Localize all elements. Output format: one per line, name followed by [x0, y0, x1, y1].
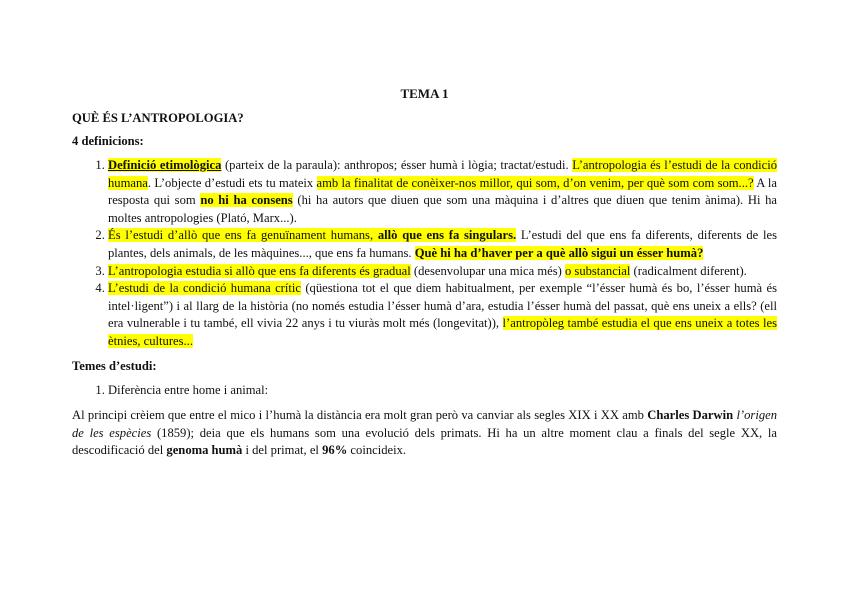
highlight-span: L’antropologia és l’estudi de la condició humana	[108, 158, 777, 190]
highlight-span: amb la finalitat de conèixer-nos millor, qui som, d’on venim, per què som com som...?	[316, 175, 754, 190]
highlight-span: l’antropòleg també estudia el que ens uneix a totes les ètnies, cultures...	[108, 316, 778, 348]
highlight-span: L’estudi de la condició humana crític	[108, 281, 301, 296]
document-subtitle: QUÈ ÉS L’ANTROPOLOGIA?	[72, 111, 244, 125]
topics-heading: Temes d’estudi:	[72, 358, 157, 373]
highlight-span: o substancial	[564, 263, 631, 278]
bold-span: 96%	[322, 443, 348, 458]
definition-item-2	[108, 227, 777, 262]
text-span: (hi ha autors que diuen que som una màquina i d’altres que diuen que tenim ànima). Hi ha moltes antropologies (Plató, Marx...).	[108, 193, 777, 225]
highlight-bold-span: Què hi ha d’haver per a què allò sigui un ésser humà?	[414, 245, 704, 260]
text-span: i del primat, el	[242, 443, 323, 458]
definitions-list	[72, 157, 777, 351]
text-span: Al principi crèiem que entre el mico i l’humà la distància era molt gran però va canviar als segles XIX i XX amb	[72, 408, 648, 423]
topics-list	[72, 382, 777, 400]
highlight-bold-span: allò que ens fa singulars.	[377, 228, 517, 243]
highlight-etymological: Definició etimològica	[108, 158, 222, 172]
text-span: Diferència entre home i animal:	[108, 382, 269, 397]
text-span: A la resposta qui som	[108, 175, 777, 208]
definition-item-4	[108, 280, 777, 350]
text-span: (parteix de la paraula): anthropos; ésser humà i lògia; tractat/estudi.	[221, 158, 573, 172]
text-span: (radicalment diferent).	[630, 263, 747, 278]
bold-span: Charles Darwin	[647, 408, 734, 423]
highlight-span: És l’estudi d’allò que ens fa genuïnament humans,	[108, 228, 378, 243]
definition-item-1	[108, 157, 777, 227]
definition-item-3	[108, 263, 777, 281]
text-span: (qüestiona tot el que diem habitualment, per exemple “l’ésser humà és bo, l’ésser humà és intel·ligent”) i al llarg de la història (no només estudia l’ésser humà d’ara, estudia l’ésser humà del passat, què ens uneix a ells? (ell era vulnerable i tu també, ell vivia 22 anys i tu viuràs molt més (longevitat)),	[108, 281, 777, 331]
bold-span: genoma humà	[166, 443, 243, 458]
page-title: TEMA 1	[400, 86, 449, 101]
text-span: . L’objecte d’estudi ets tu mateix	[147, 175, 317, 190]
topic-item-1	[108, 382, 777, 400]
definitions-heading: 4 definicions:	[72, 134, 144, 148]
highlight-bold-span: no hi ha consens	[200, 193, 293, 208]
text-span: coincideix.	[347, 443, 407, 458]
body-paragraph	[72, 407, 777, 460]
highlight-span: L’antropologia estudia si allò que ens fa diferents és gradual	[108, 263, 411, 278]
italic-span: l’origen de les espècies	[72, 408, 778, 440]
text-span: (desenvolupar una mica més)	[410, 263, 565, 278]
text-span: L’estudi del que ens fa diferents, diferents de les plantes, dels animals, de les màquines..., que ens fa humans.	[108, 228, 777, 260]
text-span: (1859); deia que els humans som una evolució dels primats. Hi ha un altre moment clau a finals del segle XX, la descodificació del	[72, 425, 777, 458]
document-content	[72, 86, 777, 460]
